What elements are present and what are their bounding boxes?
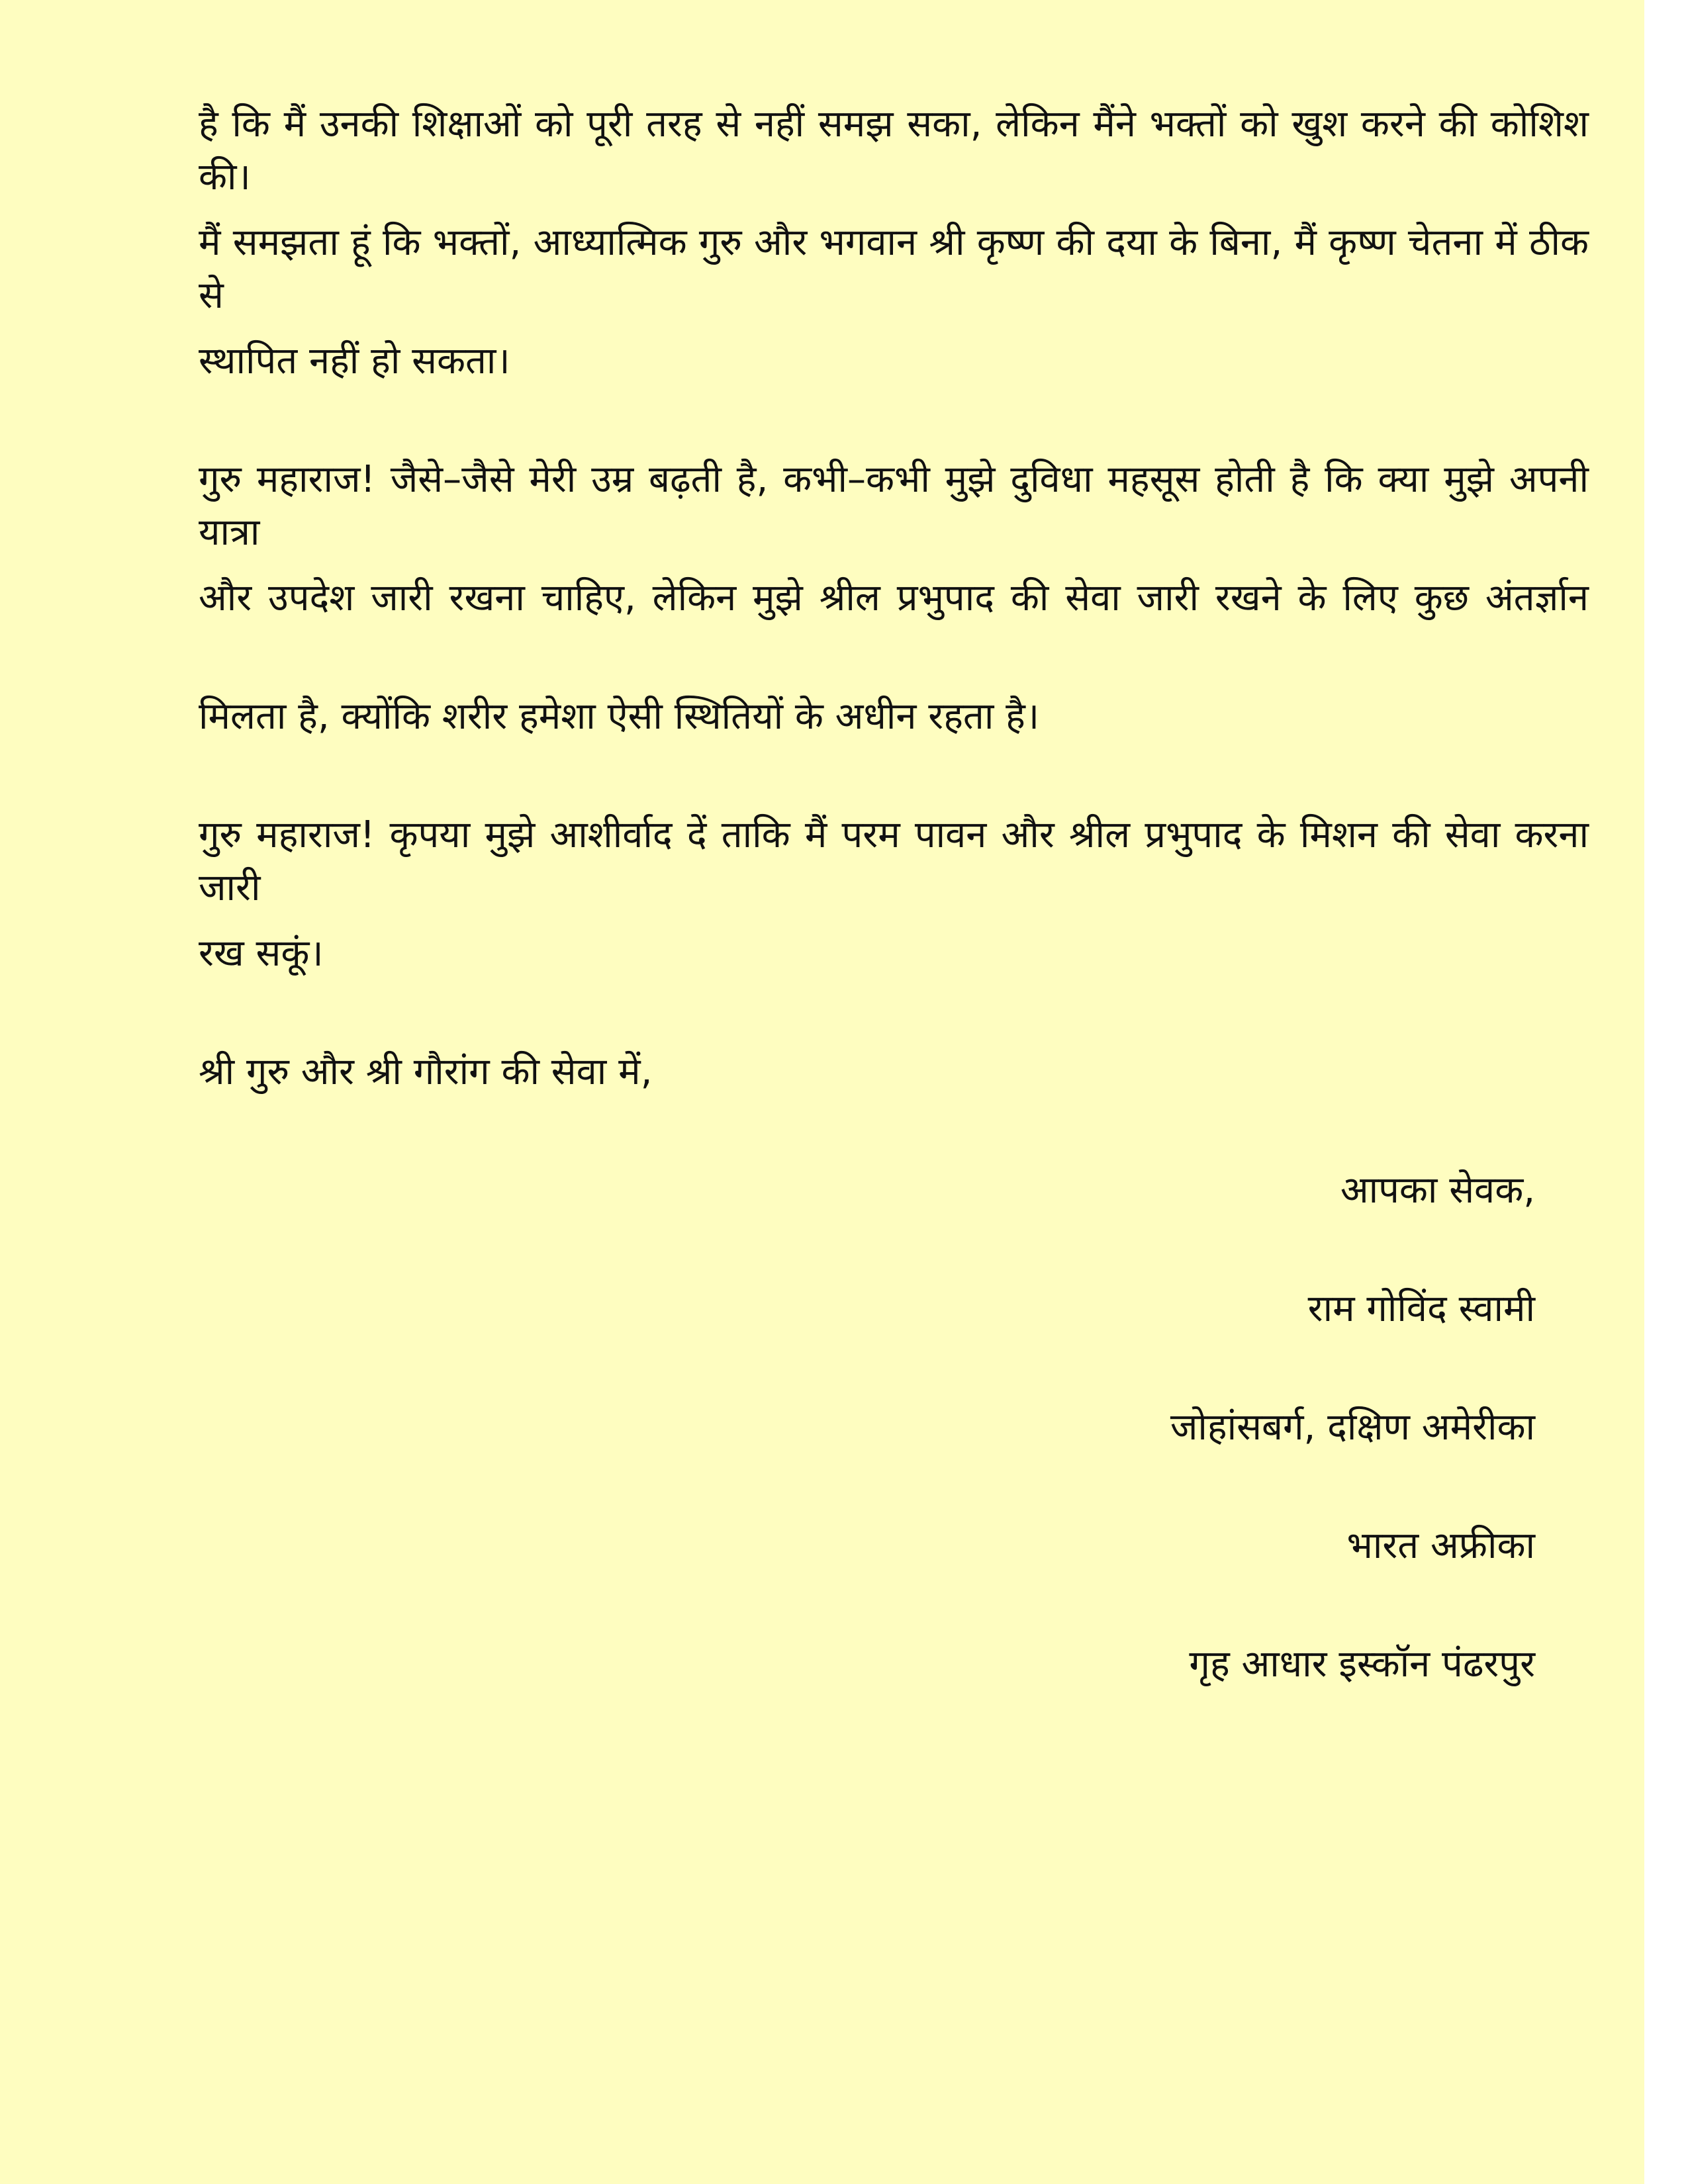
letter-line-8: रख सकूं। xyxy=(199,932,324,975)
closing-line: श्री गुरु और श्री गौरांग की सेवा में, xyxy=(199,1050,653,1093)
signature-salutation: आपका सेवक, xyxy=(1340,1169,1535,1212)
signature-location: जोहांसबर्ग, दक्षिण अमेरीका xyxy=(1170,1406,1535,1449)
letter-line-4: गुरु महाराज! जैसे–जैसे मेरी उम्र बढ़ती है, कभी–कभी मुझे दुविधा महसूस होती है कि क्या मुझे अपनी यात्रा xyxy=(199,458,1589,554)
letter-line-3: स्थापित नहीं हो सकता। xyxy=(199,340,510,383)
letter-line-5: और उपदेश जारी रखना चाहिए, लेकिन मुझे श्रील प्रभुपाद की सेवा जारी रखने के लिए कुछ अंतर्ज्ञान xyxy=(199,576,1589,619)
signature-name: राम गोविंद स्वामी xyxy=(1307,1287,1535,1330)
letter-line-1: है कि मैं उनकी शिक्षाओं को पूरी तरह से नहीं समझ सका, लेकिन मैंने भक्तों को खुश करने की कोशिश की। xyxy=(199,103,1589,199)
letter-line-2: मैं समझता हूं कि भक्तों, आध्यात्मिक गुरु और भगवान श्री कृष्ण की दया के बिना, मैं कृष्ण चेतना में ठीक से xyxy=(199,221,1589,317)
right-margin-strip xyxy=(1644,0,1688,2184)
letter-line-6: मिलता है, क्योंकि शरीर हमेशा ऐसी स्थितियों के अधीन रहता है। xyxy=(199,695,1040,738)
signature-region: भारत अफ्रीका xyxy=(1346,1524,1535,1567)
letter-line-7: गुरु महाराज! कृपया मुझे आशीर्वाद दें ताकि मैं परम पावन और श्रील प्रभुपाद के मिशन की सेवा करना जारी xyxy=(199,813,1589,909)
signature-home-base: गृह आधार इस्कॉन पंढरपुर xyxy=(1189,1643,1535,1686)
